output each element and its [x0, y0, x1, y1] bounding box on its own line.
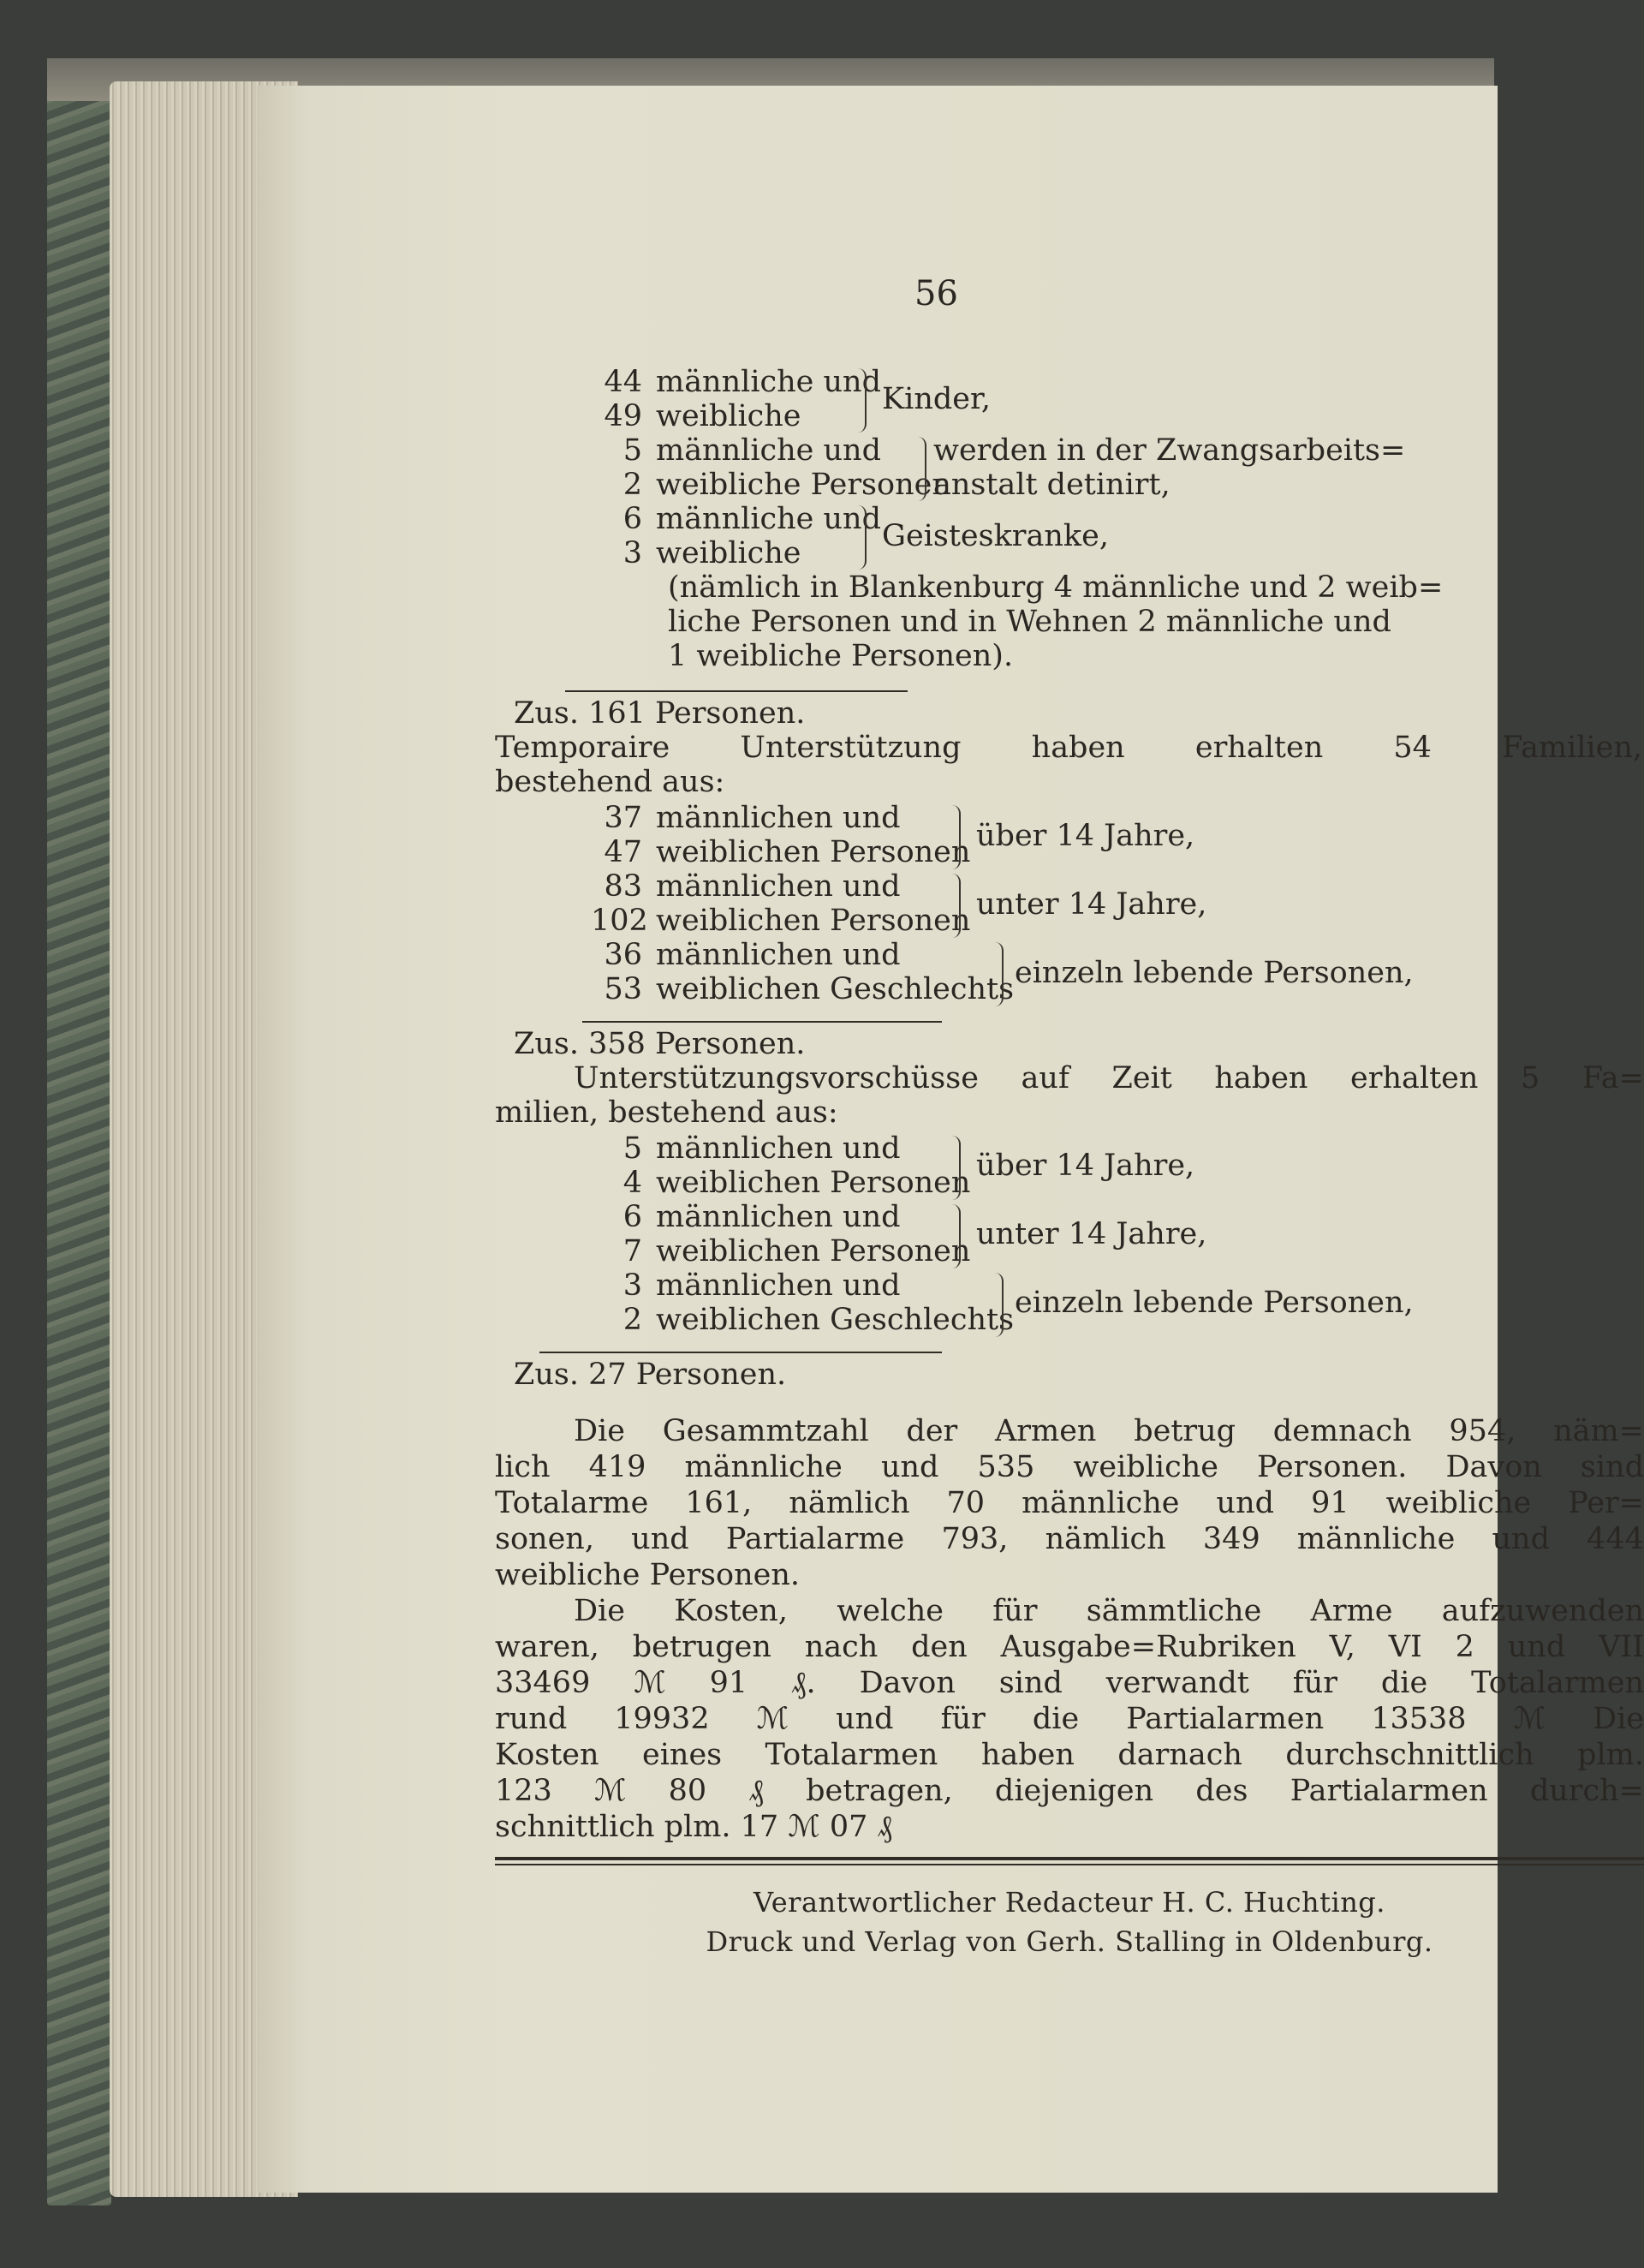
- brace: [950, 874, 961, 938]
- count: 47: [604, 835, 642, 869]
- label: männlichen und: [656, 869, 901, 904]
- count: 3: [622, 536, 642, 570]
- paragraph-line: Die Kosten, welche für sämmtliche Arme aufzuwenden: [574, 1594, 1644, 1628]
- label: weiblichen Geschlechts: [656, 972, 1015, 1006]
- label: weiblichen Personen: [656, 835, 971, 869]
- label: männliche und: [656, 433, 881, 468]
- paragraph-line: weibliche Personen.: [495, 1558, 801, 1592]
- total: Zus. 358 Personen.: [514, 1027, 806, 1061]
- paragraph-line: 33469 ℳ 91 ₰. Davon sind verwandt für die Totalarmen: [495, 1666, 1644, 1700]
- paragraph-line: schnittlich plm. 17 ℳ 07 ₰: [495, 1810, 893, 1844]
- label: weiblichen Personen: [656, 904, 971, 938]
- total: Zus. 27 Personen.: [514, 1358, 787, 1392]
- paragraph-line: lich 419 männliche und 535 weibliche Personen. Davon sind: [495, 1450, 1644, 1484]
- label: weibliche Personen: [656, 468, 951, 502]
- paragraph-line: Die Gesammtzahl der Armen betrug demnach 954, näm=: [574, 1414, 1644, 1448]
- category-label: werden in der Zwangsarbeits=: [933, 433, 1406, 468]
- count: 2: [622, 1303, 642, 1337]
- category-label: unter 14 Jahre,: [976, 1217, 1207, 1251]
- count: 53: [604, 972, 642, 1006]
- total: Zus. 161 Personen.: [514, 696, 806, 731]
- sum-rule: [565, 690, 908, 692]
- paragraph-line: Kosten eines Totalarmen haben darnach durchschnittlich plm.: [495, 1738, 1644, 1772]
- intro-line: bestehend aus:: [495, 765, 725, 799]
- brace: [950, 1204, 961, 1268]
- count: 36: [604, 938, 642, 972]
- imprint-rule: [495, 1857, 1644, 1865]
- category-label: anstalt detinirt,: [933, 468, 1170, 502]
- count: 5: [622, 1131, 642, 1166]
- book-page: [257, 86, 1644, 2193]
- label: männliche und: [656, 502, 881, 536]
- label: männlichen und: [656, 801, 901, 835]
- category-label: einzeln lebende Personen,: [1015, 1286, 1414, 1320]
- paragraph-line: waren, betrugen nach den Ausgabe=Rubriken V, VI 2 und VII: [495, 1630, 1644, 1664]
- brace: [856, 368, 867, 433]
- label: männlichen und: [656, 1268, 901, 1303]
- label: männlichen und: [656, 1200, 901, 1234]
- book-spine: [47, 60, 111, 2205]
- label: weiblichen Geschlechts: [656, 1303, 1015, 1337]
- editor-line: Verantwortlicher Redacteur H. C. Huchting.: [754, 1886, 1385, 1919]
- paragraph-line: Totalarme 161, nämlich 70 männliche und 91 weibliche Per=: [495, 1486, 1644, 1520]
- brace: [856, 505, 867, 570]
- sum-rule: [582, 1021, 942, 1023]
- label: weiblichen Personen: [656, 1166, 971, 1200]
- category-label: über 14 Jahre,: [976, 1149, 1195, 1183]
- category-label: Kinder,: [882, 382, 992, 416]
- count: 102: [591, 904, 648, 938]
- brace: [950, 1136, 961, 1200]
- category-label: Geisteskranke,: [882, 519, 1109, 553]
- brace: [916, 437, 926, 501]
- count: 6: [622, 502, 642, 536]
- page-number: 56: [914, 274, 958, 313]
- intro-line: Temporaire Unterstützung haben erhalten 54 Familien,: [495, 731, 1642, 765]
- note-line: liche Personen und in Wehnen 2 männliche und: [668, 605, 1391, 639]
- publisher-line: Druck und Verlag von Gerh. Stalling in Oldenburg.: [706, 1925, 1433, 1958]
- paragraph-line: 123 ℳ 80 ₰ betragen, diejenigen des Partialarmen durch=: [495, 1774, 1644, 1808]
- category-label: über 14 Jahre,: [976, 819, 1195, 853]
- count: 49: [604, 399, 642, 433]
- label: männliche und: [656, 365, 881, 399]
- category-label: unter 14 Jahre,: [976, 887, 1207, 922]
- label: männlichen und: [656, 938, 901, 972]
- intro-line: milien, bestehend aus:: [495, 1095, 838, 1130]
- label: weibliche: [656, 399, 801, 433]
- count: 5: [622, 433, 642, 468]
- count: 4: [622, 1166, 642, 1200]
- brace: [993, 942, 1004, 1006]
- sum-rule: [539, 1352, 942, 1353]
- count: 3: [622, 1268, 642, 1303]
- count: 83: [604, 869, 642, 904]
- label: weibliche: [656, 536, 801, 570]
- count: 6: [622, 1200, 642, 1234]
- intro-line: Unterstützungsvorschüsse auf Zeit haben erhalten 5 Fa=: [574, 1061, 1644, 1095]
- label: weiblichen Personen: [656, 1234, 971, 1268]
- count: 44: [604, 365, 642, 399]
- note-line: (nämlich in Blankenburg 4 männliche und 2 weib=: [668, 570, 1444, 605]
- label: männlichen und: [656, 1131, 901, 1166]
- count: 7: [622, 1234, 642, 1268]
- count: 2: [622, 468, 642, 502]
- count: 37: [604, 801, 642, 835]
- category-label: einzeln lebende Personen,: [1015, 956, 1414, 990]
- note-line: 1 weibliche Personen).: [668, 639, 1014, 673]
- brace: [950, 805, 961, 869]
- brace: [993, 1273, 1004, 1337]
- paragraph-line: rund 19932 ℳ und für die Partialarmen 13538 ℳ Die: [495, 1702, 1644, 1736]
- paragraph-line: sonen, und Partialarme 793, nämlich 349 männliche und 444: [495, 1522, 1644, 1556]
